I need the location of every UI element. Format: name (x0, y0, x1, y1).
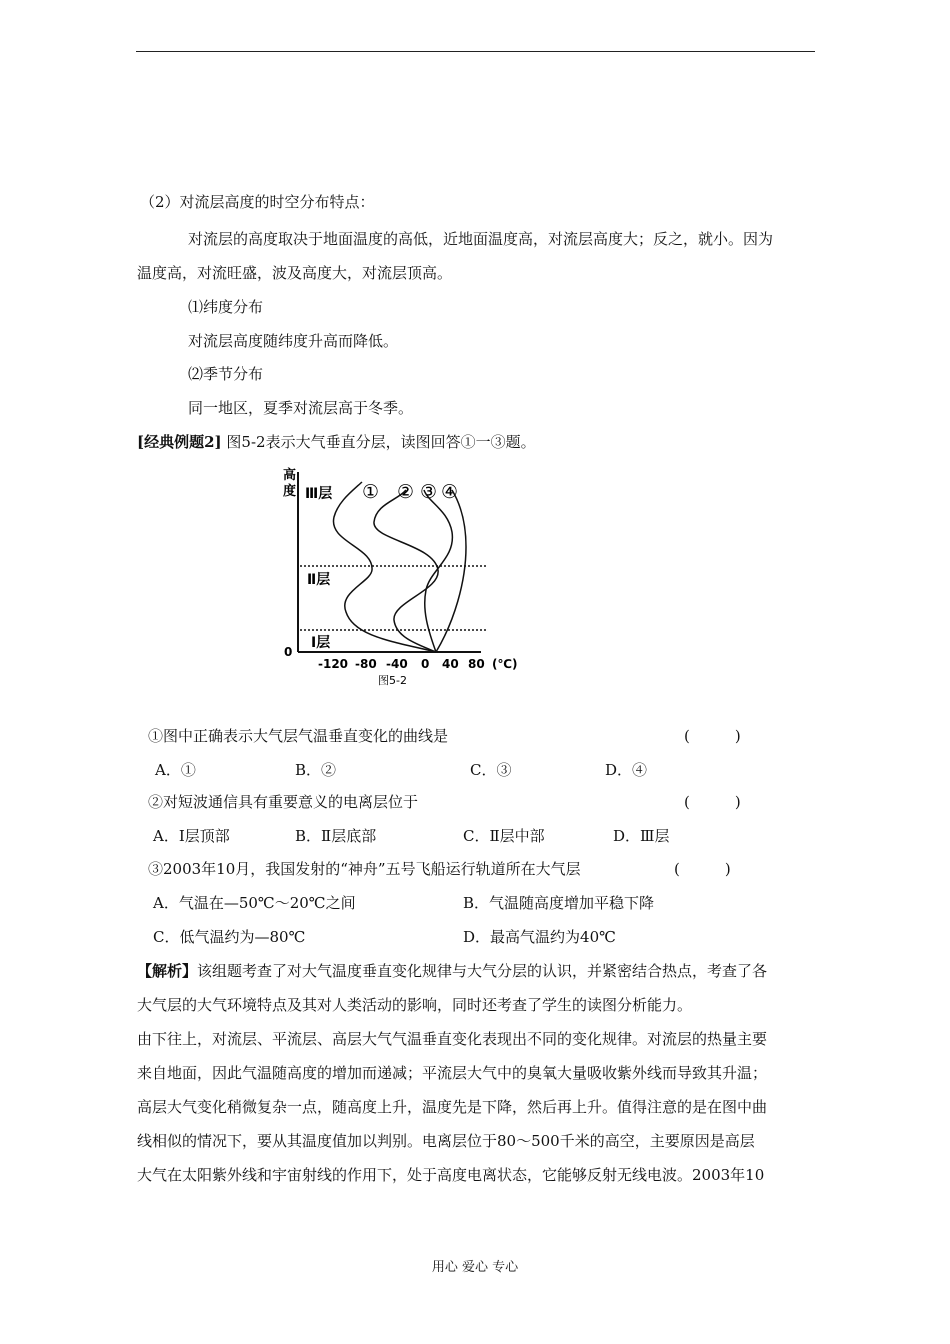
option-b: B．Ⅱ层底部 (295, 827, 377, 845)
question-stem: ③2003年10月，我国发射的“神舟”五号飞船运行轨道所在大气层 (148, 860, 581, 878)
x-tick-label: -120 (318, 657, 349, 671)
analysis-label: 【解析】 (137, 962, 198, 980)
paragraph-line: 对流层的高度取决于地面温度的高低，近地面温度高，对流层高度大；反之，就小。因为 (188, 230, 774, 248)
layer-label-2: Ⅱ层 (307, 572, 331, 588)
x-tick-label: 0 (421, 657, 430, 671)
curve-4 (436, 490, 466, 652)
option-c: C．③ (470, 761, 512, 779)
option-d: D．④ (605, 761, 648, 779)
header-rule (136, 51, 815, 52)
option-c: C．Ⅱ层中部 (463, 827, 545, 845)
option-a: A．Ⅰ层顶部 (153, 827, 230, 845)
curve-label-4: ④ (441, 481, 459, 503)
analysis-line: 由下往上，对流层、平流层、高层大气气温垂直变化表现出不同的变化规律。对流层的热量主要 (137, 1030, 768, 1048)
example-heading (137, 432, 536, 452)
y-axis-label: 度 (283, 484, 297, 499)
option-d: D．Ⅲ层 (613, 827, 670, 845)
x-unit-label: (℃) (492, 657, 518, 671)
y-axis-label: 高 (283, 468, 297, 483)
origin-label: 0 (284, 645, 293, 659)
option-c: C．低气温约为—80℃ (153, 928, 306, 946)
analysis-line: 大气层的大气环境特点及其对人类活动的影响，同时还考查了学生的读图分析能力。 (137, 996, 693, 1014)
example-label: [经典例题2] (137, 433, 222, 451)
paragraph-line: 温度高，对流旺盛，波及高度大，对流层顶高。 (137, 264, 453, 282)
answer-blank: ( ) (684, 727, 741, 745)
figure-5-2 (276, 462, 526, 692)
subsection-title: ⑵季节分布 (188, 365, 264, 383)
page-footer: 用心 爱心 专心 (431, 1260, 519, 1275)
analysis-line: 高层大气变化稍微复杂一点，随高度上升，温度先是下降，然后再上升。值得注意的是在图中曲 (137, 1098, 768, 1116)
analysis-line: 大气在太阳紫外线和宇宙射线的作用下，处于高度电离状态，它能够反射无线电波。2003年10 (137, 1166, 765, 1184)
x-tick-label: 40 (442, 657, 459, 671)
example-text: 图5-2表示大气垂直分层，读图回答①一③题。 (226, 433, 536, 451)
question-stem: ①图中正确表示大气层气温垂直变化的曲线是 (148, 727, 449, 745)
layer-label-3: Ⅲ层 (305, 486, 333, 502)
subsection-text: 对流层高度随纬度升高而降低。 (188, 332, 399, 350)
option-b: B．气温随高度增加平稳下降 (463, 894, 655, 912)
option-d: D．最高气温约为40℃ (463, 928, 616, 946)
layer-label-1: Ⅰ层 (311, 635, 331, 651)
answer-blank: ( ) (684, 793, 741, 811)
curve-label-3: ③ (420, 481, 438, 503)
option-a: A．气温在—50℃～20℃之间 (153, 894, 356, 912)
curve-1 (333, 482, 436, 652)
x-tick-label: 80 (468, 657, 485, 671)
option-b: B．② (295, 761, 337, 779)
x-tick-label: -40 (386, 657, 408, 671)
curve-label-2: ② (397, 481, 415, 503)
x-tick-label: -80 (355, 657, 377, 671)
curve-label-1: ① (362, 481, 380, 503)
question-stem: ②对短波通信具有重要意义的电离层位于 (148, 793, 419, 811)
analysis-line: 来自地面，因此气温随高度的增加而递减；平流层大气中的臭氧大量吸收紫外线而导致其升温； (137, 1064, 768, 1082)
figure-caption: 图5-2 (378, 674, 407, 687)
subsection-text: 同一地区，夏季对流层高于冬季。 (188, 399, 414, 417)
atmosphere-layer-diagram (276, 462, 526, 692)
analysis-first-line (137, 961, 767, 981)
analysis-line: 线相似的情况下，要从其温度值加以判别。电离层位于80～500千米的高空，主要原因是高层 (137, 1132, 755, 1150)
section-heading: （2）对流层高度的时空分布特点： (140, 193, 375, 211)
subsection-title: ⑴纬度分布 (188, 298, 264, 316)
analysis-line: 该组题考查了对大气温度垂直变化规律与大气分层的认识，并紧密结合热点，考查了各 (197, 962, 768, 980)
option-a: A．① (155, 761, 196, 779)
answer-blank: ( ) (674, 860, 731, 878)
